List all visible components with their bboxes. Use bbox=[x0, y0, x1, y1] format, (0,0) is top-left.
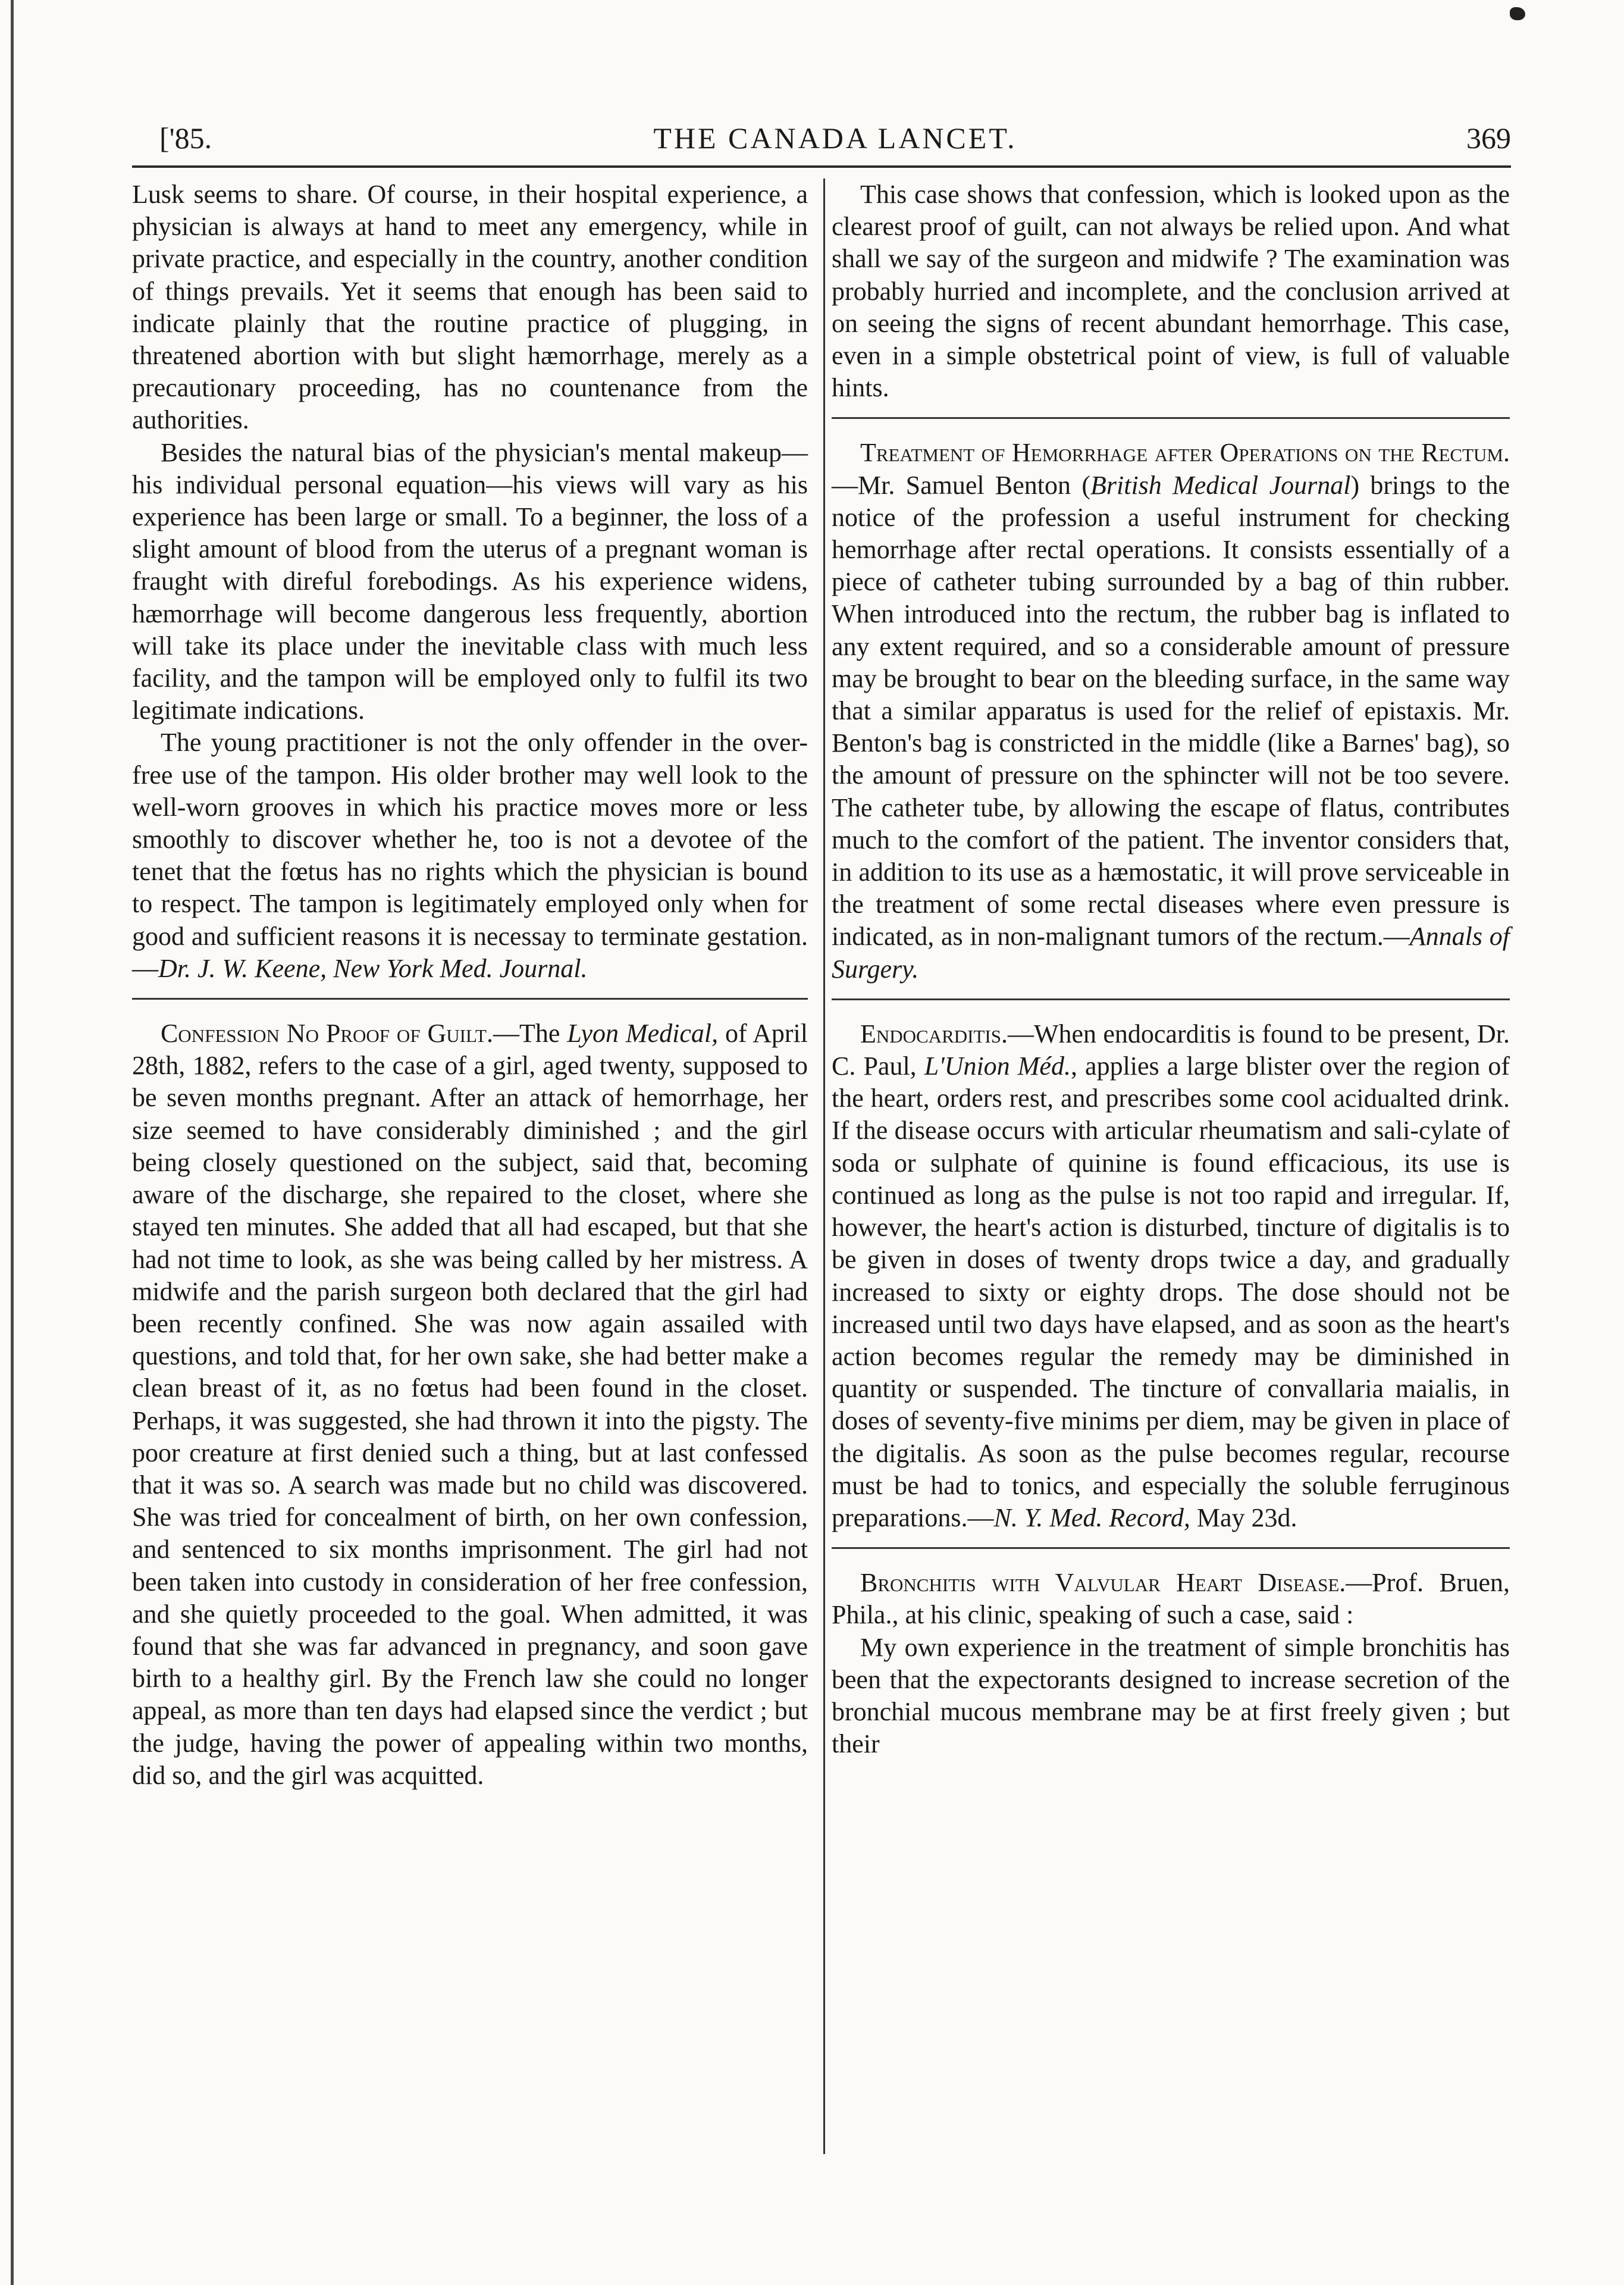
column-divider bbox=[823, 179, 825, 2154]
article-body: , applies a large blister over the region of the heart, orders rest, and prescribes some cool acidualted drink. If the disease occurs with articular rheumatism and sali-cylate of soda or sulphate of quinine is found efficacious, its use is continued as long as the pulse is not too rapid and irregular. If, however, the heart's action is disturbed, tincture of digitalis is to be given in doses of twenty drops twice a day, and gradually increased to sixty or eighty drops. The dose should not be increased until two days have elapsed, and as soon as the heart's action becomes regular the remedy may be diminished in quantity or suspended. The tincture of convallaria maialis, in doses of seventy-five minims per diem, may be given in place of the digitalis. As soon as the pulse becomes regular, recourse must be had to tonics, and especially the soluble ferruginous preparations.— bbox=[832, 1051, 1510, 1532]
article-body: ) brings to the notice of the profession a useful instrument for checking hemorrhage after rectal operations. It consists essentially of a piece of catheter tubing surrounded by a bag of thin rubber. When introduced into the rectum, the rubber bag is inflated to any extent required, and so a considerable amount of pressure may be brought to bear on the bleeding surface, in the same way that a similar apparatus is used for the relief of epistaxis. Mr. Benton's bag is constricted in the middle (like a Barnes' bag), so the amount of pressure on the sphincter will not be too severe. The catheter tube, by allowing the escape of flatus, contributes much to the comfort of the patient. The inventor considers that, in addition to its use as a hæmostatic, it will prove serviceable in the treatment of some rectal diseases where even pressure is indicated, as in non-malignant tumors of the rectum.— bbox=[832, 470, 1510, 951]
citation: Dr. J. W. Keene, New York Med. Journal. bbox=[158, 953, 588, 983]
paragraph-confession-conclusion: This case shows that confession, which is looked upon as the clearest proof of guilt, can not always be relied upon. And what shall we say of the surgeon and midwife ? The examination was probably hurried and incomplete, and the conclusion arrived at on seeing the signs of recent abundant hemorrhage. This case, even in a simple obstetrical point of view, is full of valuable hints. bbox=[832, 180, 1510, 403]
source-name: L'Union Méd. bbox=[924, 1051, 1071, 1081]
header-rule bbox=[132, 165, 1511, 168]
article-confession bbox=[132, 1018, 808, 1792]
paragraph-young-practitioner bbox=[132, 727, 808, 985]
source-name: Lyon Medical, bbox=[567, 1019, 719, 1048]
article-endocarditis bbox=[832, 1018, 1510, 1534]
article-intro: —Prof. Bruen, Phila., at his clinic, speaking of such a case, said : bbox=[832, 1568, 1510, 1630]
article-treatment-hemorrhage bbox=[832, 437, 1510, 985]
citation-date: May 23d. bbox=[1190, 1503, 1297, 1532]
article-heading: Endocarditis. bbox=[860, 1019, 1008, 1048]
left-column bbox=[132, 179, 808, 1792]
paragraph-lusk: Lusk seems to share. Of course, in their hospital experience, a physician is always at hand to meet any emergency, while in private practice, and especially in the country, another condition of things prevails. Yet it seems that enough has been said to indicate plainly that the routine practice of plugging, in threatened abortion with but slight hæmorrhage, merely as a precautionary proceeding, has no countenance from the authorities. bbox=[132, 180, 808, 435]
binding-edge-line bbox=[11, 0, 14, 2285]
article-body: of April 28th, 1882, refers to the case of a girl, aged twenty, supposed to be seven months pregnant. After an attack of hemorrhage, her size seemed to have considerably diminished ; and the girl being closely questioned on the subject, said that, becoming aware of the discharge, she repaired to the closet, where she stayed ten minutes. She added that all had escaped, but that she had not time to look, as she was being called by her mistress. A midwife and the parish surgeon both declared that the girl had been recently confined. She was now again assailed with questions, and told that, for her own sake, she had better make a clean breast of it, as no fœtus had been found in the closet. Perhaps, it was suggested, she had thrown it into the pigsty. The poor creature at first denied such a thing, but at last confessed that it was so. A search was made but no child was discovered. She was tried for concealment of birth, on her own confession, and sentenced to six months imprisonment. The girl had not been taken into custody in consideration of her free confession, and she quietly proceeded to the goal. When admitted, it was found that she was far advanced in pregnancy, and soon gave birth to a healthy girl. By the French law she could no longer appeal, as more than ten days had elapsed since the verdict ; but the judge, having the power of appealing within two months, did so, and the girl was acquitted. bbox=[132, 1019, 808, 1790]
section-separator bbox=[832, 1547, 1510, 1549]
ink-mark bbox=[1510, 7, 1525, 20]
article-intro: —Mr. Samuel Benton ( bbox=[832, 470, 1090, 500]
paragraph-bronchitis-experience: My own experience in the treatment of simple bronchitis has been that the expectorants designed to increase secretion of the bronchial mucous membrane may be at first freely given ; but their bbox=[832, 1632, 1510, 1759]
paragraph-natural-bias: Besides the natural bias of the physician's mental makeup—his individual personal equation—his views will vary as his experience has been large or small. To a beginner, the loss of a slight amount of blood from the uterus of a pregnant woman is fraught with direful forebodings. As his experience widens, hæmorrhage will become dangerous less frequently, abortion will take its place under the inevitable class with much less facility, and the tampon will be employed only to fulfil its two legitimate indications. bbox=[132, 437, 808, 725]
paragraph-text: The young practitioner is not the only offender in the over-free use of the tampon. His older brother may well look to the well-worn grooves in which his practice moves more or less smoothly to discover whether he, too is not a devotee of the tenet that the fœtus has no rights which the physician is bound to respect. The tampon is legitimately employed only when for good and sufficient reasons it is necessay to terminate gestation.— bbox=[132, 728, 808, 983]
running-header bbox=[159, 117, 1511, 159]
section-separator bbox=[832, 417, 1510, 419]
citation: N. Y. Med. Record, bbox=[993, 1503, 1190, 1532]
header-year: ['85. bbox=[159, 121, 212, 155]
source-name: British Medical Journal bbox=[1090, 470, 1351, 500]
right-column bbox=[832, 179, 1510, 1760]
section-separator bbox=[132, 998, 808, 1000]
citation: Annals of Surgery. bbox=[832, 922, 1510, 984]
article-heading: Treatment of Hemorrhage after Operations on the Rectum. bbox=[860, 438, 1510, 468]
article-bronchitis bbox=[832, 1567, 1510, 1631]
journal-title: THE CANADA LANCET. bbox=[653, 121, 1017, 155]
article-heading: Confession No Proof of Guilt. bbox=[161, 1019, 493, 1048]
section-separator bbox=[832, 998, 1510, 1000]
article-intro: —When endocarditis is found to be present, Dr. C. Paul, bbox=[832, 1019, 1510, 1081]
page-number: 369 bbox=[1466, 121, 1511, 155]
article-intro: —The bbox=[493, 1019, 568, 1048]
article-heading: Bronchitis with Valvular Heart Disease. bbox=[860, 1568, 1346, 1598]
